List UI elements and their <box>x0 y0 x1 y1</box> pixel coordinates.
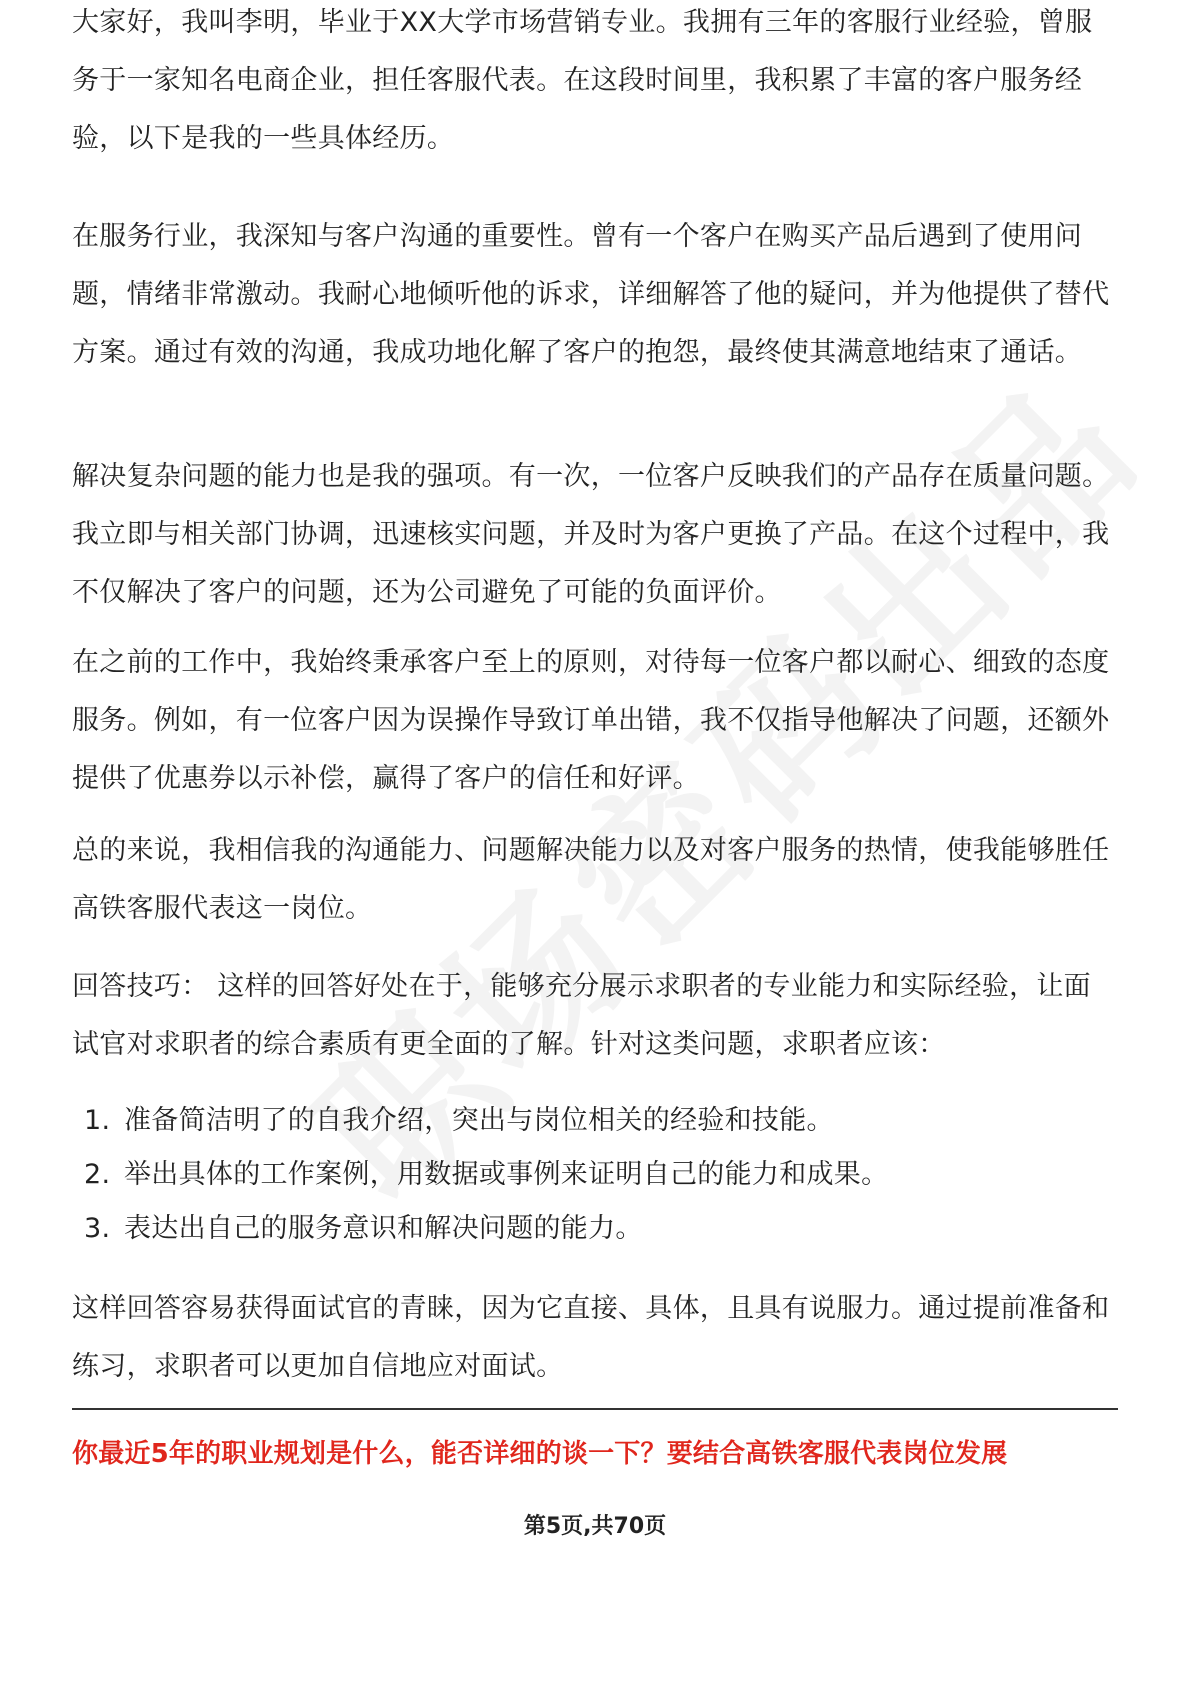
list-number: 1. <box>84 1105 111 1136</box>
paragraph-communication: 在服务行业，我深知与客户沟通的重要性。曾有一个客户在购买产品后遇到了使用问题，情绪非常激动。我耐心地倾听他的诉求，详细解答了他的疑问，并为他提供了替代方案。通过有效的沟通，我成功地化解了客户的抱怨，最终使其满意地结束了通话。 <box>72 221 1110 368</box>
list-text: 举出具体的工作案例，用数据或事例来证明自己的能力和成果。 <box>124 1159 889 1190</box>
paragraph-customer-first: 在之前的工作中，我始终秉承客户至上的原则，对待每一位客户都以耐心、细致的态度服务。例如，有一位客户因为误操作导致订单出错，我不仅指导他解决了问题，还额外提供了优惠券以示补偿，赢得了客户的信任和好评。 <box>72 647 1110 794</box>
list-text: 表达出自己的服务意识和解决问题的能力。 <box>124 1213 643 1244</box>
list-number: 2. <box>84 1159 111 1190</box>
paragraph-problem-solving: 解决复杂问题的能力也是我的强项。有一次，一位客户反映我们的产品存在质量问题。我立即与相关部门协调，迅速核实问题，并及时为客户更换了产品。在这个过程中，我不仅解决了客户的问题，还为公司避免了可能的负面评价。 <box>72 461 1110 608</box>
list-text: 准备简洁明了的自我介绍，突出与岗位相关的经验和技能。 <box>124 1105 834 1136</box>
paragraph-answer-tips: 回答技巧： 这样的回答好处在于，能够充分展示求职者的专业能力和实际经验，让面试官对求职者的综合素质有更全面的了解。针对这类问题，求职者应该： <box>72 971 1091 1060</box>
paragraph-intro: 大家好，我叫李明，毕业于XX大学市场营销专业。我拥有三年的客服行业经验，曾服务于一家知名电商企业，担任客服代表。在这段时间里，我积累了丰富的客户服务经验，以下是我的一些具体经历。 <box>72 7 1093 154</box>
tips-list <box>72 1094 1118 1256</box>
page-number: 第5页,共70页 <box>523 1514 667 1539</box>
paragraph-summary: 总的来说，我相信我的沟通能力、问题解决能力以及对客户服务的热情，使我能够胜任高铁客服代表这一岗位。 <box>72 835 1110 924</box>
section-divider <box>72 1408 1118 1410</box>
list-number: 3. <box>84 1213 111 1244</box>
list-item <box>72 1202 1118 1256</box>
list-item <box>72 1148 1118 1202</box>
paragraph-closing: 这样回答容易获得面试官的青睐，因为它直接、具体，且具有说服力。通过提前准备和练习，求职者可以更加自信地应对面试。 <box>72 1293 1110 1382</box>
next-question-heading: 你最近5年的职业规划是什么，能否详细的谈一下？要结合高铁客服代表岗位发展 <box>72 1439 1008 1469</box>
list-item <box>72 1094 1118 1148</box>
